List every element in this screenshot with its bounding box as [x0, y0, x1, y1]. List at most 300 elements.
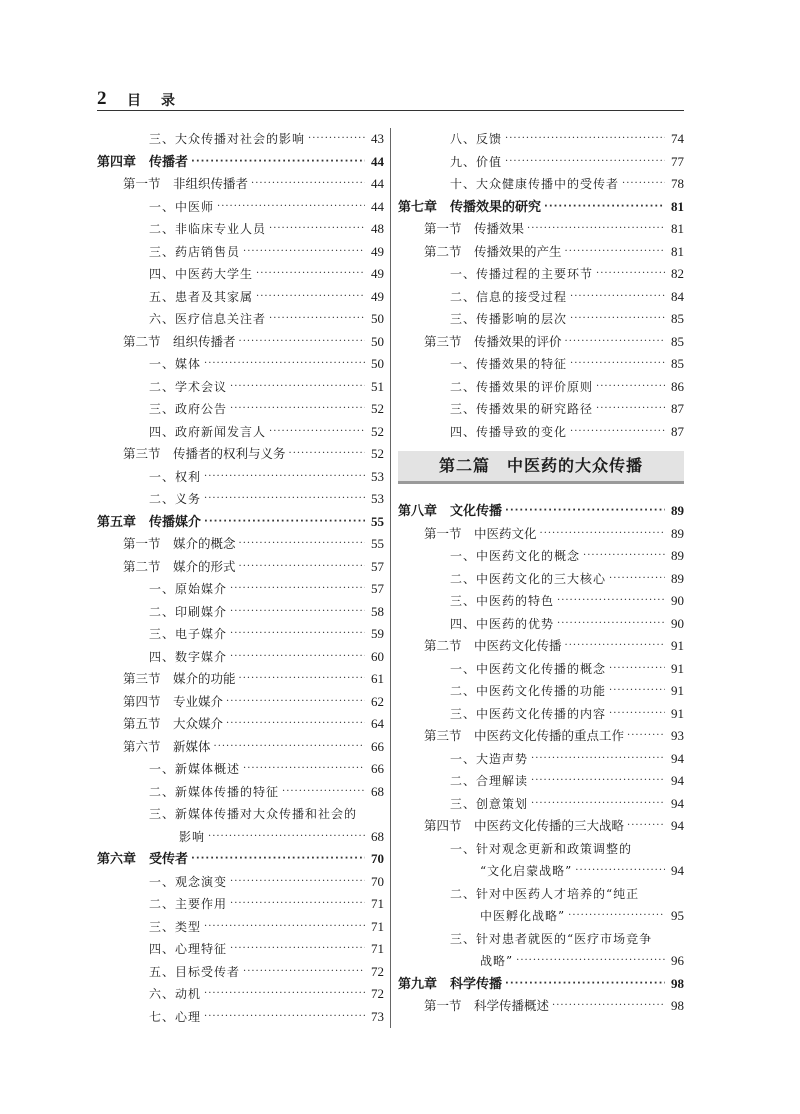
- toc-entry-label: 第四节 中医药文化传播的三大战略: [424, 818, 625, 833]
- toc-entry-page-number: 52: [371, 446, 384, 461]
- dot-leader: [570, 290, 665, 304]
- toc-entry-label: 八、反馈: [450, 132, 503, 146]
- toc-entry-item[interactable]: [398, 545, 684, 568]
- dot-leader: [557, 594, 665, 608]
- toc-entry-label: 三、中医药文化传播的内容: [450, 706, 607, 721]
- toc-entry-label: 第四节 专业媒介: [123, 693, 224, 709]
- toc-entry-section[interactable]: [398, 331, 684, 354]
- dot-leader: [308, 132, 365, 146]
- toc-entry-item[interactable]: [97, 488, 384, 511]
- toc-entry-page-number: 57: [371, 558, 384, 574]
- toc-entry-label: 第一节 媒介的概念: [123, 536, 236, 551]
- dot-leader: [505, 155, 665, 169]
- toc-entry-label: 第九章 科学传播: [398, 976, 503, 992]
- toc-entry-label: 二、义务: [149, 492, 202, 506]
- dot-leader: [609, 662, 665, 676]
- dot-leader: [544, 200, 665, 214]
- toc-entry-chapter[interactable]: [97, 151, 384, 174]
- toc-entry-page-number: 52: [371, 401, 384, 416]
- toc-entry-item[interactable]: [97, 646, 384, 669]
- toc-entry-item[interactable]: [398, 568, 684, 591]
- toc-entry-label: 一、媒体: [149, 357, 202, 371]
- toc-entry-item[interactable]: [97, 601, 384, 624]
- toc-entry-section[interactable]: [398, 995, 684, 1018]
- toc-entry-page-number: 86: [671, 378, 684, 394]
- toc-entry-label: 第三节 传播者的权利与义务: [123, 446, 286, 461]
- toc-entry-item[interactable]: [398, 398, 684, 421]
- toc-entry-label: 十、大众健康传播中的受传者: [450, 177, 620, 191]
- dot-leader: [609, 684, 665, 698]
- toc-entry-page-number: 98: [671, 975, 684, 991]
- toc-entry-page-number: 85: [671, 311, 684, 326]
- toc-entry-page-number: 95: [671, 908, 684, 923]
- dot-leader: [627, 729, 665, 743]
- toc-entry-label: 第二节 组织传播者: [123, 333, 236, 349]
- toc-entry-section[interactable]: [97, 713, 384, 736]
- toc-entry-item[interactable]: [398, 590, 684, 613]
- dot-leader: [204, 920, 365, 934]
- toc-entry-label: 战略”: [480, 954, 514, 968]
- toc-entry-item[interactable]: [398, 680, 684, 703]
- dot-leader: [531, 774, 665, 788]
- toc-entry-label: 一、大造声势: [450, 751, 529, 766]
- dot-leader: [239, 537, 365, 551]
- dot-leader: [204, 492, 365, 506]
- toc-entry-label: 第二节 中医药文化传播: [424, 638, 562, 653]
- dot-leader: [269, 425, 365, 439]
- toc-entry-label: 三、类型: [149, 919, 202, 934]
- toc-entry-page-number: 91: [671, 705, 684, 721]
- toc-entry-nopg[interactable]: [398, 883, 684, 906]
- toc-entry-page-number: 49: [371, 266, 384, 281]
- page-header: [97, 86, 684, 111]
- toc-entry-page-number: 89: [671, 548, 684, 563]
- toc-entry-page-number: 59: [371, 626, 384, 641]
- toc-entry-label: 七、心理: [149, 1009, 202, 1024]
- toc-entry-page-number: 49: [371, 288, 384, 304]
- toc-entry-label: 六、医疗信息关注者: [149, 312, 267, 326]
- toc-entry-label: 四、政府新闻发言人: [149, 424, 267, 439]
- toc-entry-section[interactable]: [97, 331, 384, 354]
- dot-leader: [565, 335, 665, 349]
- dot-leader: [230, 875, 365, 889]
- toc-entry-label: 四、中医药的优势: [450, 616, 555, 631]
- toc-entry-item[interactable]: [398, 151, 684, 174]
- toc-entry-section[interactable]: [398, 218, 684, 241]
- toc-entry-item[interactable]: [97, 938, 384, 961]
- toc-entry-item[interactable]: [97, 353, 384, 376]
- toc-right-column: [398, 128, 684, 1018]
- toc-entry-label: 第七章 传播效果的研究: [398, 199, 542, 215]
- dot-leader: [570, 425, 665, 439]
- toc-entry-section[interactable]: [398, 635, 684, 658]
- toc-entry-item[interactable]: [398, 263, 684, 286]
- dot-leader: [540, 527, 665, 541]
- dot-leader: [282, 785, 365, 799]
- toc-entry-section[interactable]: [97, 443, 384, 466]
- dot-leader: [230, 942, 365, 956]
- dot-leader: [531, 797, 665, 811]
- toc-entry-label: 三、药店销售员: [149, 244, 241, 259]
- toc-entry-item[interactable]: [398, 376, 684, 399]
- dot-leader: [204, 357, 365, 371]
- toc-entry-page-number: 72: [371, 986, 384, 1001]
- dot-leader: [208, 830, 365, 844]
- toc-entry-item[interactable]: [97, 916, 384, 939]
- toc-entry-page-number: 94: [671, 863, 684, 878]
- toc-entry-label: 中医孵化战略”: [480, 909, 566, 923]
- toc-entry-section[interactable]: [97, 556, 384, 579]
- toc-entry-page-number: 91: [671, 660, 684, 676]
- toc-entry-nopg[interactable]: [97, 803, 384, 826]
- toc-entry-page-number: 89: [671, 503, 684, 518]
- dot-leader: [531, 752, 665, 766]
- dot-leader: [568, 909, 665, 923]
- toc-entry-label: 五、目标受传者: [149, 964, 241, 979]
- dot-leader: [596, 402, 665, 416]
- toc-entry-item[interactable]: [97, 781, 384, 804]
- toc-entry-label: 第一节 传播效果: [424, 221, 525, 236]
- toc-entry-section[interactable]: [97, 173, 384, 196]
- part-banner: 第二篇 中医药的大众传播: [398, 451, 684, 484]
- toc-entry-label: 三、中医药的特色: [450, 594, 555, 608]
- toc-entry-label: 二、合理解读: [450, 774, 529, 788]
- dot-leader: [256, 290, 365, 304]
- toc-entry-page-number: 85: [671, 333, 684, 349]
- toc-entry-label: 二、学术会议: [149, 379, 228, 394]
- toc-entry-label: 四、数字媒介: [149, 649, 228, 664]
- dot-leader: [239, 335, 365, 349]
- dot-leader: [627, 819, 665, 833]
- toc-entry-page-number: 68: [371, 828, 384, 844]
- toc-entry-page-number: 49: [371, 243, 384, 259]
- toc-entry-item[interactable]: [398, 173, 684, 196]
- dot-leader: [557, 617, 665, 631]
- toc-entry-page-number: 81: [671, 221, 684, 236]
- toc-entry-label: 第五章 传播媒介: [97, 514, 202, 530]
- toc-entry-page-number: 81: [671, 243, 684, 259]
- toc-entry-label: 一、中医药文化的概念: [450, 549, 581, 563]
- toc-entry-section[interactable]: [398, 815, 684, 838]
- toc-entry-section[interactable]: [97, 736, 384, 759]
- dot-leader: [251, 177, 365, 191]
- dot-leader: [596, 267, 665, 281]
- toc-entry-label: 一、观念演变: [149, 874, 228, 889]
- toc-entry-page-number: 51: [371, 378, 384, 394]
- toc-entry-page-number: 43: [371, 131, 384, 146]
- toc-entry-label: 三、大众传播对社会的影响: [149, 132, 306, 146]
- toc-entry-label: “文化启蒙战略”: [480, 864, 573, 878]
- toc-entry-page-number: 44: [371, 198, 384, 214]
- dot-leader: [269, 312, 365, 326]
- toc-entry-page-number: 61: [371, 671, 384, 686]
- toc-entry-item[interactable]: [398, 613, 684, 636]
- toc-entry-page-number: 71: [371, 918, 384, 934]
- toc-entry-nopg[interactable]: [398, 838, 684, 861]
- toc-entry-item[interactable]: [398, 421, 684, 444]
- toc-entry-item[interactable]: [97, 961, 384, 984]
- toc-entry-label: 三、新媒体传播对大众传播和社会的: [149, 807, 358, 821]
- toc-entry-page-number: 50: [371, 333, 384, 349]
- toc-entry-page-number: 91: [671, 638, 684, 653]
- toc-entry-label: 第二节 媒介的形式: [123, 558, 236, 574]
- dot-leader: [230, 605, 365, 619]
- toc-entry-label: 三、创意策划: [450, 796, 529, 811]
- toc-right-bottom-list: [398, 500, 684, 1018]
- toc-entry-item[interactable]: [97, 578, 384, 601]
- toc-entry-item[interactable]: [398, 353, 684, 376]
- toc-right-top-list: [398, 128, 684, 443]
- toc-entry-page-number: 50: [371, 356, 384, 371]
- toc-entry-label: 第六节 新媒体: [123, 738, 211, 754]
- toc-entry-label: 第三节 中医药文化传播的重点工作: [424, 728, 625, 743]
- toc-entry-item[interactable]: [97, 218, 384, 241]
- toc-entry-page-number: 94: [671, 750, 684, 766]
- dot-leader: [575, 864, 665, 878]
- dot-leader: [243, 762, 365, 776]
- toc-entry-item[interactable]: [398, 286, 684, 309]
- dot-leader: [226, 717, 365, 731]
- toc-entry-section[interactable]: [97, 691, 384, 714]
- toc-entry-item[interactable]: [97, 983, 384, 1006]
- dot-leader: [505, 504, 665, 518]
- toc-entry-label: 四、中医药大学生: [149, 267, 254, 281]
- dot-leader: [505, 977, 665, 991]
- toc-entry-label: 第一节 中医药文化: [424, 525, 537, 541]
- toc-entry-label: 三、电子媒介: [149, 627, 228, 641]
- toc-entry-item[interactable]: [97, 1006, 384, 1029]
- toc-entry-section[interactable]: [97, 533, 384, 556]
- toc-entry-page-number: 93: [671, 728, 684, 743]
- toc-entry-page-number: 57: [371, 581, 384, 596]
- toc-entry-label: 第一节 科学传播概述: [424, 998, 550, 1013]
- toc-entry-item[interactable]: [97, 308, 384, 331]
- toc-entry-chapter[interactable]: [97, 511, 384, 534]
- dot-leader: [596, 380, 665, 394]
- dot-leader: [230, 897, 365, 911]
- toc-entry-page-number: 91: [671, 683, 684, 698]
- dot-leader: [230, 380, 365, 394]
- toc-entry-label: 九、价值: [450, 154, 503, 169]
- toc-entry-label: 二、信息的接受过程: [450, 289, 568, 304]
- toc-entry-label: 第八章 文化传播: [398, 504, 503, 519]
- toc-entry-cont[interactable]: [97, 826, 384, 849]
- toc-entry-item[interactable]: [97, 128, 384, 151]
- dot-leader: [256, 267, 365, 281]
- toc-entry-label: 二、非临床专业人员: [149, 222, 267, 236]
- toc-entry-label: 一、传播过程的主要环节: [450, 267, 594, 281]
- toc-entry-page-number: 84: [671, 288, 684, 304]
- toc-left-column: [97, 128, 384, 1028]
- toc-entry-label: 三、传播影响的层次: [450, 312, 568, 326]
- toc-entry-label: 第三节 传播效果的评价: [424, 333, 562, 349]
- toc-entry-page-number: 52: [371, 423, 384, 439]
- dot-leader: [214, 740, 365, 754]
- toc-entry-label: 三、传播效果的研究路径: [450, 402, 594, 416]
- toc-entry-label: 第四章 传播者: [97, 154, 189, 170]
- toc-entry-label: 五、患者及其家属: [149, 289, 254, 304]
- toc-entry-page-number: 94: [671, 795, 684, 811]
- toc-entry-label: 一、中医师: [149, 199, 215, 214]
- toc-entry-item[interactable]: [398, 308, 684, 331]
- toc-entry-item[interactable]: [97, 466, 384, 489]
- toc-entry-page-number: 89: [671, 570, 684, 586]
- toc-entry-label: 三、针对患者就医的“医疗市场竞争: [450, 931, 653, 946]
- dot-leader: [516, 954, 665, 968]
- toc-entry-label: 一、原始媒介: [149, 582, 228, 596]
- toc-entry-item[interactable]: [97, 196, 384, 219]
- dot-leader: [570, 312, 665, 326]
- toc-entry-item[interactable]: [97, 263, 384, 286]
- toc-entry-label: 一、针对观念更新和政策调整的: [450, 841, 633, 856]
- toc-entry-section[interactable]: [398, 523, 684, 546]
- dot-leader: [552, 999, 665, 1013]
- toc-entry-page-number: 68: [371, 783, 384, 799]
- toc-entry-label: 一、传播效果的特征: [450, 357, 568, 371]
- toc-entry-page-number: 70: [371, 851, 384, 866]
- toc-entry-page-number: 44: [371, 153, 384, 169]
- dot-leader: [230, 627, 365, 641]
- dot-leader: [226, 695, 365, 709]
- toc-entry-label: 六、动机: [149, 987, 202, 1001]
- toc-entry-item[interactable]: [398, 658, 684, 681]
- toc-entry-page-number: 73: [371, 1008, 384, 1024]
- dot-leader: [204, 515, 365, 529]
- toc-entry-page-number: 85: [671, 356, 684, 371]
- toc-entry-page-number: 66: [371, 761, 384, 776]
- toc-entry-item[interactable]: [97, 623, 384, 646]
- toc-entry-item[interactable]: [97, 421, 384, 444]
- toc-entry-page-number: 81: [671, 198, 684, 214]
- dot-leader: [217, 200, 365, 214]
- toc-entry-label: 第一节 非组织传播者: [123, 176, 249, 191]
- toc-entry-item[interactable]: [97, 241, 384, 264]
- toc-entry-page-number: 53: [371, 491, 384, 506]
- toc-entry-page-number: 66: [371, 738, 384, 754]
- toc-entry-item[interactable]: [97, 893, 384, 916]
- toc-entry-page-number: 87: [671, 401, 684, 416]
- toc-entry-label: 第三节 媒介的功能: [123, 671, 236, 686]
- toc-entry-label: 二、中医药文化的三大核心: [450, 571, 607, 586]
- toc-entry-label: 二、新媒体传播的特征: [149, 784, 280, 799]
- toc-entry-label: 一、权利: [149, 469, 202, 484]
- dot-leader: [565, 245, 665, 259]
- toc-entry-cont[interactable]: [398, 905, 684, 928]
- toc-entry-page-number: 44: [371, 176, 384, 191]
- toc-entry-label: 第五节 大众媒介: [123, 716, 224, 731]
- toc-entry-label: 第二节 传播效果的产生: [424, 243, 562, 259]
- toc-entry-cont[interactable]: [398, 860, 684, 883]
- dot-leader: [609, 572, 665, 586]
- toc-entry-page-number: 48: [371, 221, 384, 236]
- dot-leader: [204, 470, 365, 484]
- toc-entry-label: 二、印刷媒介: [149, 604, 228, 619]
- toc-entry-page-number: 98: [671, 998, 684, 1013]
- toc-entry-label: 影响: [179, 829, 206, 844]
- toc-entry-page-number: 60: [371, 648, 384, 664]
- toc-entry-chapter[interactable]: [398, 973, 684, 996]
- toc-entry-label: 一、新媒体概述: [149, 762, 241, 776]
- toc-entry-item[interactable]: [398, 703, 684, 726]
- toc-entry-nopg[interactable]: [398, 928, 684, 951]
- dot-leader: [204, 1010, 365, 1024]
- dot-leader: [609, 707, 665, 721]
- toc-entry-item[interactable]: [97, 398, 384, 421]
- toc-entry-label: 二、主要作用: [149, 897, 228, 911]
- toc-entry-chapter[interactable]: [97, 848, 384, 871]
- toc-entry-page-number: 90: [671, 593, 684, 608]
- dot-leader: [204, 987, 365, 1001]
- dot-leader: [527, 222, 665, 236]
- toc-entry-label: 四、传播导致的变化: [450, 424, 568, 439]
- toc-entry-page-number: 64: [371, 716, 384, 731]
- toc-entry-page-number: 82: [671, 266, 684, 281]
- toc-entry-page-number: 94: [671, 818, 684, 833]
- toc-entry-page-number: 96: [671, 953, 684, 968]
- toc-entry-section[interactable]: [398, 725, 684, 748]
- dot-leader: [191, 852, 365, 866]
- toc-entry-item[interactable]: [398, 748, 684, 771]
- toc-entry-section[interactable]: [97, 668, 384, 691]
- dot-leader: [243, 965, 365, 979]
- dot-leader: [505, 132, 665, 146]
- toc-entry-item[interactable]: [97, 286, 384, 309]
- dot-leader: [239, 672, 365, 686]
- toc-entry-cont[interactable]: [398, 950, 684, 973]
- toc-entry-page-number: 58: [371, 603, 384, 619]
- toc-entry-label: 三、政府公告: [149, 402, 228, 416]
- toc-entry-item[interactable]: [97, 758, 384, 781]
- toc-entry-page-number: 72: [371, 963, 384, 979]
- toc-entry-label: 二、针对中医药人才培养的“纯正: [450, 886, 640, 901]
- toc-entry-page-number: 90: [671, 615, 684, 631]
- toc-entry-page-number: 71: [371, 941, 384, 956]
- toc-entry-item[interactable]: [398, 770, 684, 793]
- toc-entry-page-number: 71: [371, 896, 384, 911]
- toc-entry-page-number: 78: [671, 176, 684, 191]
- toc-entry-page-number: 77: [671, 153, 684, 169]
- toc-entry-item[interactable]: [97, 376, 384, 399]
- toc-entry-chapter[interactable]: [398, 500, 684, 523]
- toc-entry-label: 四、心理特征: [149, 942, 228, 956]
- dot-leader: [243, 245, 365, 259]
- toc-entry-page-number: 62: [371, 693, 384, 709]
- toc-entry-page-number: 74: [671, 131, 684, 146]
- toc-entry-label: 二、传播效果的评价原则: [450, 379, 594, 394]
- toc-entry-item[interactable]: [398, 128, 684, 151]
- toc-entry-label: 一、中医药文化传播的概念: [450, 661, 607, 676]
- toc-entry-item[interactable]: [97, 871, 384, 894]
- dot-leader: [230, 650, 365, 664]
- toc-entry-page-number: 94: [671, 773, 684, 788]
- dot-leader: [622, 177, 665, 191]
- dot-leader: [230, 402, 365, 416]
- toc-entry-page-number: 50: [371, 311, 384, 326]
- dot-leader: [239, 560, 365, 574]
- dot-leader: [230, 582, 365, 596]
- toc-entry-item[interactable]: [398, 793, 684, 816]
- dot-leader: [289, 447, 365, 461]
- running-title: 目录: [127, 93, 195, 109]
- dot-leader: [570, 357, 665, 371]
- column-divider: [390, 128, 391, 1028]
- toc-entry-label: 第六章 受传者: [97, 852, 189, 867]
- dot-leader: [565, 639, 665, 653]
- dot-leader: [269, 222, 365, 236]
- toc-entry-section[interactable]: [398, 241, 684, 264]
- toc-entry-page-number: 53: [371, 468, 384, 484]
- toc-entry-chapter[interactable]: [398, 196, 684, 219]
